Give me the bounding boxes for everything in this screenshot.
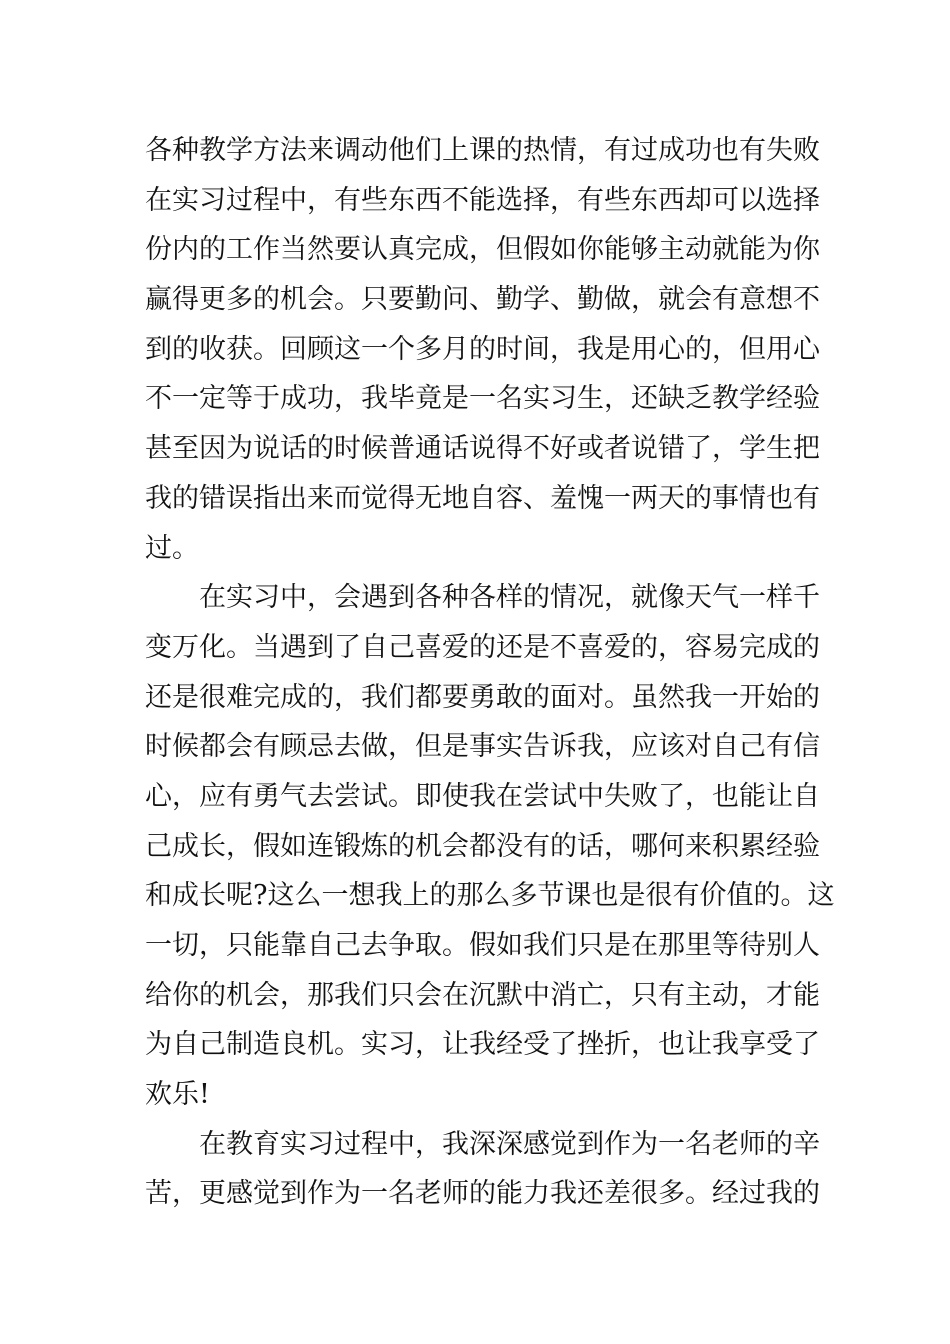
text-line: 在教育实习过程中，我深深感觉到作为一名老师的辛 bbox=[199, 1128, 820, 1160]
text-line: 苦，更感觉到作为一名老师的能力我还差很多。经过我的 bbox=[145, 1178, 820, 1210]
text-line: 到的收获。回顾这一个多月的时间，我是用心的，但用心 bbox=[145, 333, 820, 365]
text-line: 和成长呢?这么一想我上的那么多节课也是很有价值的。这 bbox=[145, 880, 835, 912]
text-line: 份内的工作当然要认真完成，但假如你能够主动就能为你 bbox=[145, 234, 820, 266]
text-line: 给你的机会，那我们只会在沉默中消亡，只有主动，才能 bbox=[145, 979, 820, 1011]
text-line: 一切，只能靠自己去争取。假如我们只是在那里等待别人 bbox=[145, 930, 820, 961]
text-line: 欢乐! bbox=[145, 1079, 210, 1111]
text-line: 己成长，假如连锻炼的机会都没有的话，哪何来积累经验 bbox=[145, 830, 820, 862]
text-line: 过。 bbox=[145, 532, 199, 564]
text-line: 我的错误指出来而觉得无地自容、羞愧一两天的事情也有 bbox=[145, 482, 820, 514]
text-line: 赢得更多的机会。只要勤问、勤学、勤做，就会有意想不 bbox=[145, 284, 820, 316]
text-line: 在实习中，会遇到各种各样的情况，就像天气一样千 bbox=[199, 582, 820, 614]
text-line: 不一定等于成功，我毕竟是一名实习生，还缺乏教学经验 bbox=[145, 383, 820, 415]
text-line: 甚至因为说话的时候普通话说得不好或者说错了，学生把 bbox=[145, 433, 820, 465]
text-line: 为自己制造良机。实习，让我经受了挫折，也让我享受了 bbox=[145, 1029, 820, 1061]
text-line: 在实习过程中，有些东西不能选择，有些东西却可以选择 bbox=[145, 184, 820, 216]
text-line: 还是很难完成的，我们都要勇敢的面对。虽然我一开始的 bbox=[145, 681, 820, 713]
text-line: 心，应有勇气去尝试。即使我在尝试中失败了，也能让自 bbox=[145, 780, 820, 812]
document-body bbox=[145, 126, 835, 1219]
text-line: 各种教学方法来调动他们上课的热情，有过成功也有失败 bbox=[145, 135, 820, 166]
text-line: 变万化。当遇到了自己喜爱的还是不喜爱的，容易完成的 bbox=[145, 631, 820, 663]
text-line: 时候都会有顾忌去做，但是事实告诉我，应该对自己有信 bbox=[145, 731, 820, 763]
